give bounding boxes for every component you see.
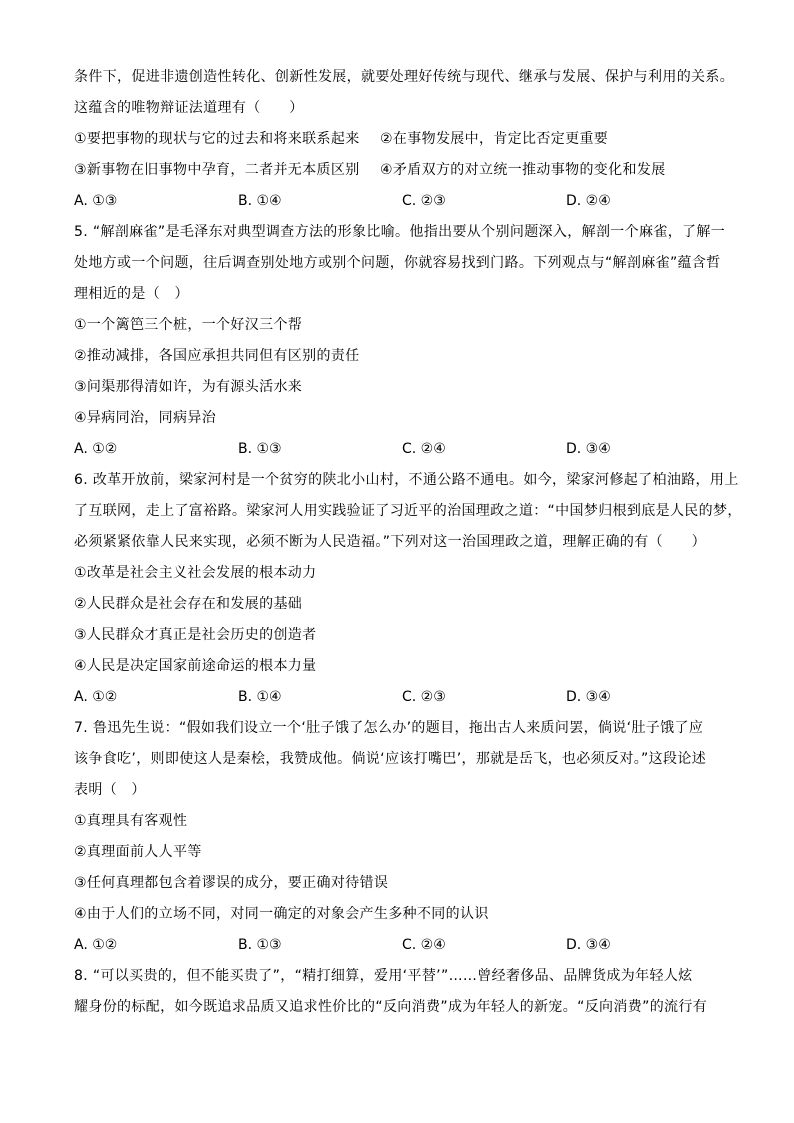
question-4-statement-4: ④矛盾双方的对立统一推动事物的变化和发展 xyxy=(380,162,666,178)
question-7-statement-3: ③任何真理都包含着谬误的成分，要正确对待错误 xyxy=(74,875,389,891)
question-4-statement-row-1 xyxy=(74,124,734,155)
question-7-option-c: C. ②④ xyxy=(402,937,446,953)
question-8-stem-line-2: 耀身份的标配，如今既追求品质又追求性价比的“反向消费”成为年轻人的新宠。“反向消费”的流行有 xyxy=(74,999,708,1015)
question-6-statement-3: ③人民群众才真正是社会历史的创造者 xyxy=(74,627,317,643)
question-5-stem-line-3: 理相近的是（ ） xyxy=(74,286,189,302)
question-4 xyxy=(74,62,734,217)
question-5-option-b: B. ①③ xyxy=(238,441,282,457)
question-7-stem-line-3: 表明（ ） xyxy=(74,782,146,798)
question-7-statement-4: ④由于人们的立场不同，对同一确定的对象会产生多种不同的认识 xyxy=(74,906,489,922)
question-8 xyxy=(74,961,734,1023)
question-7-options xyxy=(74,930,734,961)
question-7-option-d: D. ③④ xyxy=(566,937,611,953)
question-7-statement-1: ①真理具有客观性 xyxy=(74,813,188,829)
question-5-option-c: C. ②④ xyxy=(402,441,446,457)
question-4-options xyxy=(74,186,734,217)
question-7-option-a: A. ①② xyxy=(74,937,118,953)
exam-page xyxy=(74,62,742,1023)
question-7-stem-line-1: 7. 鲁迅先生说：“假如我们设立一个‘肚子饿了怎么办’的题目，拖出古人来质问罢，倘说‘肚子饿了应 xyxy=(74,720,704,736)
question-4-stem-line-1: 条件下，促进非遗创造性转化、创新性发展，就要处理好传统与现代、继承与发展、保护与利用的关系。 xyxy=(74,69,735,85)
question-5-statement-2: ②推动减排，各国应承担共同但有区别的责任 xyxy=(74,348,360,364)
question-4-statement-2: ②在事物发展中，肯定比否定更重要 xyxy=(380,131,609,147)
question-4-statement-3: ③新事物在旧事物中孕育，二者并无本质区别 xyxy=(74,162,360,178)
question-5-stem-line-1: 5. “解剖麻雀”是毛泽东对典型调查方法的形象比喻。他指出要从个别问题深入，解剖一个麻雀，了解一 xyxy=(74,224,726,240)
question-6-option-c: C. ②③ xyxy=(402,689,446,705)
question-4-option-b: B. ①④ xyxy=(238,193,282,209)
question-4-statement-row-2 xyxy=(74,155,734,186)
question-5-statement-1: ①一个篱笆三个桩，一个好汉三个帮 xyxy=(74,317,303,333)
question-8-stem-line-1: 8. “可以买贵的，但不能买贵了”，“精打细算，爱用‘平替’”……曾经奢侈品、品牌货成为年轻人炫 xyxy=(74,968,693,984)
question-7 xyxy=(74,713,734,961)
question-5-option-a: A. ①② xyxy=(74,441,118,457)
question-5-options xyxy=(74,434,734,465)
question-5-statement-3: ③问渠那得清如许，为有源头活水来 xyxy=(74,379,303,395)
question-4-option-d: D. ②④ xyxy=(566,193,611,209)
question-4-stem-line-2: 这蕴含的唯物辩证法道理有（ ） xyxy=(74,100,304,116)
question-7-stem-line-2: 该争食吃’，则即使这人是秦桧，我赞成他。倘说‘应该打嘴巴’，那就是岳飞，也必须反对。”这段论述 xyxy=(74,751,707,767)
question-5 xyxy=(74,217,734,465)
question-6-statement-1: ①改革是社会主义社会发展的根本动力 xyxy=(74,565,317,581)
question-6-option-b: B. ①④ xyxy=(238,689,282,705)
question-6 xyxy=(74,465,742,713)
question-4-statement-1: ①要把事物的现状与它的过去和将来联系起来 xyxy=(74,131,360,147)
question-6-statement-4: ④人民是决定国家前途命运的根本力量 xyxy=(74,658,317,674)
question-5-statement-4: ④异病同治，同病异治 xyxy=(74,410,217,426)
question-4-option-a: A. ①③ xyxy=(74,193,118,209)
question-6-option-a: A. ①② xyxy=(74,689,118,705)
question-7-option-b: B. ①③ xyxy=(238,937,282,953)
question-4-option-c: C. ②③ xyxy=(402,193,446,209)
question-6-statement-2: ②人民群众是社会存在和发展的基础 xyxy=(74,596,303,612)
question-6-stem-line-2: 了互联网，走上了富裕路。梁家河人用实践验证了习近平的治国理政之道：“中国梦归根到底是人民的梦， xyxy=(74,503,742,519)
question-6-stem-line-3: 必须紧紧依靠人民来实现，必须不断为人民造福。”下列对这一治国理政之道，理解正确的有（ ） xyxy=(74,534,706,550)
question-6-stem-line-1: 6. 改革开放前，梁家河村是一个贫穷的陕北小山村，不通公路不通电。如今，梁家河修起了柏油路，用上 xyxy=(74,472,739,488)
question-6-option-d: D. ③④ xyxy=(566,689,611,705)
question-5-option-d: D. ③④ xyxy=(566,441,611,457)
question-7-statement-2: ②真理面前人人平等 xyxy=(74,844,202,860)
question-5-stem-line-2: 处地方或一个问题，往后调查别处地方或别个问题，你就容易找到门路。下列观点与“解剖麻雀”蕴含哲 xyxy=(74,255,721,271)
question-6-options xyxy=(74,682,734,713)
